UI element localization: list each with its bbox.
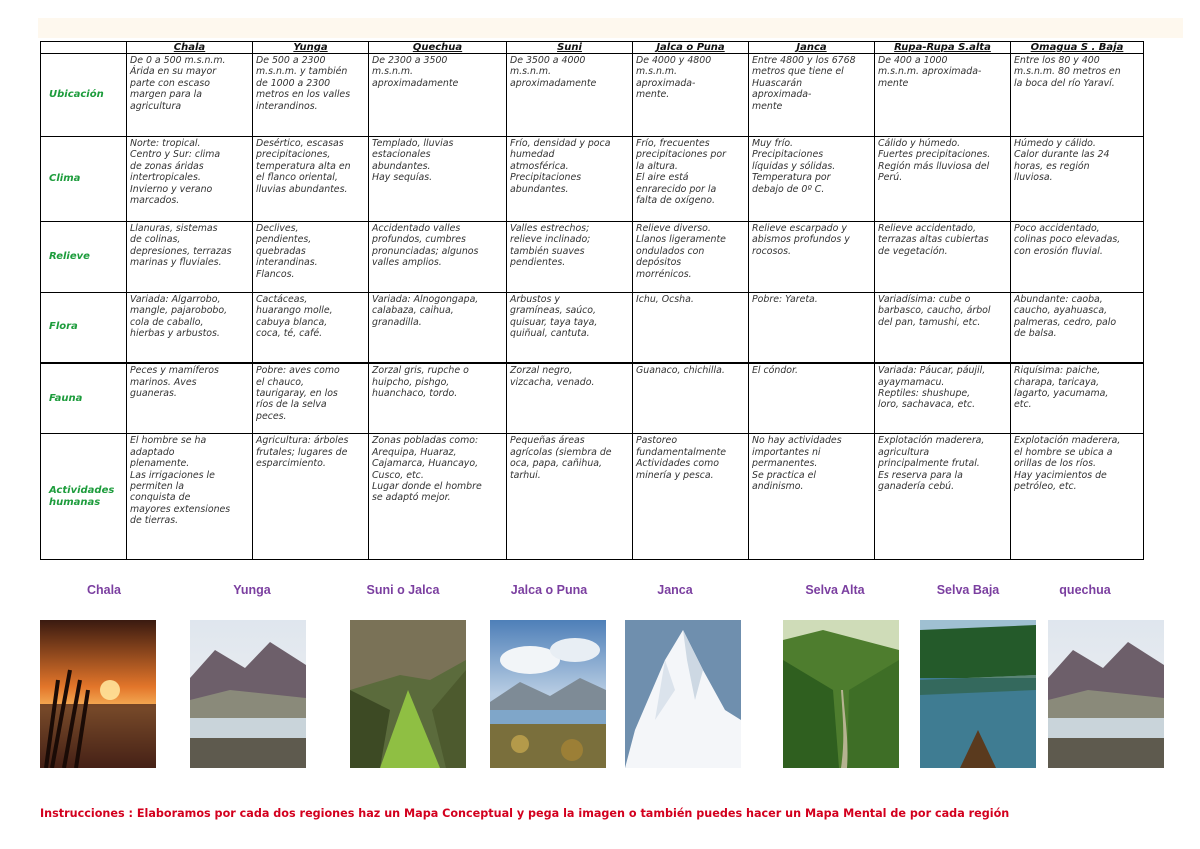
table-cell: Variada: Páucar, páujil, ayaymamacu. Reptiles: shushupe, loro, sachavaca, etc. — [875, 363, 1011, 434]
photo-caption — [348, 580, 458, 600]
landscape-image — [920, 620, 1036, 768]
photo-caption-text: Suni o Jalca — [366, 583, 440, 597]
table-cell: Pequeñas áreas agrícolas (siembra de oca, papa, cañihua, tarhui. — [507, 434, 633, 560]
photo-caption-text: Selva Baja — [936, 583, 1000, 597]
region-photos — [0, 580, 1200, 770]
corner-cell — [41, 42, 127, 54]
table-cell: Zorzal gris, rupche o huipcho, pishgo, huanchaco, tordo. — [369, 363, 507, 434]
table-cell: Variada: Algarrobo, mangle, pajarobobo, cola de caballo, hierbas y arbustos. — [127, 292, 253, 363]
table-cell: Templado, lluvias estacionales abundantes. Hay sequías. — [369, 136, 507, 221]
table-cell: Relieve diverso. Llanos ligeramente ondulados con depósitos morrénicos. — [633, 221, 749, 292]
table-cell: Arbustos y gramíneas, saúco, quisuar, taya taya, quiñual, cantuta. — [507, 292, 633, 363]
photo-caption — [64, 580, 144, 600]
table-cell: Zorzal negro, vizcacha, venado. — [507, 363, 633, 434]
photo-caption-text: Chala — [86, 583, 122, 597]
table-cell: Muy frío. Precipitaciones líquidas y sólidas. Temperatura por debajo de 0º C. — [749, 136, 875, 221]
table-cell: Declives, pendientes, quebradas interandinas. Flancos. — [253, 221, 369, 292]
col-header-jalca-puna: Jalca o Puna — [633, 42, 749, 54]
table-cell: Llanuras, sistemas de colinas, depresiones, terrazas marinas y fluviales. — [127, 221, 253, 292]
col-header-chala: Chala — [127, 42, 253, 54]
landscape-image — [40, 620, 156, 768]
table-cell: Variadísima: cube o barbasco, caucho, árbol del pan, tamushi, etc. — [875, 292, 1011, 363]
table-cell: Relieve escarpado y abismos profundos y rocosos. — [749, 221, 875, 292]
table-cell: No hay actividades importantes ni permanentes. Se practica el andinismo. — [749, 434, 875, 560]
table-cell: El hombre se ha adaptado plenamente. Las irrigaciones le permiten la conquista de mayores extensiones de tierras. — [127, 434, 253, 560]
table-cell: De 500 a 2300 m.s.n.m. y también de 1000 a 2300 metros en los valles interandinos. — [253, 54, 369, 137]
table-cell: De 4000 y 4800 m.s.n.m. aproximada- mente. — [633, 54, 749, 137]
row-header-actividades: Actividades humanas — [41, 434, 127, 560]
header-row — [41, 42, 1144, 54]
table-cell: Poco accidentado, colinas poco elevadas, con erosión fluvial. — [1011, 221, 1144, 292]
photo-caption — [918, 580, 1018, 600]
table-cell: El cóndor. — [749, 363, 875, 434]
table-cell: Agricultura: árboles frutales; lugares de esparcimiento. — [253, 434, 369, 560]
photo-caption — [212, 580, 292, 600]
landscape-image — [783, 620, 899, 768]
photo-caption-text: Yunga — [233, 583, 271, 597]
table-cell: Desértico, escasas precipitaciones, temperatura alta en el flanco oriental, lluvias abundantes. — [253, 136, 369, 221]
landscape-image — [1048, 620, 1164, 768]
instructions-text: Instrucciones : Elaboramos por cada dos regiones haz un Mapa Conceptual y pega la imagen o también puedes hacer un Mapa Mental de por cada región — [40, 807, 1010, 820]
row-header-fauna: Fauna — [41, 363, 127, 434]
table-cell: Cálido y húmedo. Fuertes precipitaciones. Región más lluviosa del Perú. — [875, 136, 1011, 221]
table-cell: Frío, densidad y poca humedad atmosférica. Precipitaciones abundantes. — [507, 136, 633, 221]
table-cell: Pobre: aves como el chauco, taurigaray, en los ríos de la selva peces. — [253, 363, 369, 434]
table-cell: Abundante: caoba, caucho, ayahuasca, palmeras, cedro, palo de balsa. — [1011, 292, 1144, 363]
table-row-flora — [41, 292, 1144, 363]
table-cell: Frío, frecuentes precipitaciones por la altura. El aire está enrarecido por la falta de oxígeno. — [633, 136, 749, 221]
row-header-ubicacion: Ubicación — [41, 54, 127, 137]
landscape-image — [190, 620, 306, 768]
landscape-image — [490, 620, 606, 768]
photo-caption — [494, 580, 604, 600]
table-cell: Explotación maderera, el hombre se ubica a orillas de los ríos. Hay yacimientos de petróleo, etc. — [1011, 434, 1144, 560]
landscape-image — [350, 620, 466, 768]
table-cell: Cactáceas, huarango molle, cabuya blanca, coca, té, café. — [253, 292, 369, 363]
table-cell: De 3500 a 4000 m.s.n.m. aproximadamente — [507, 54, 633, 137]
table-cell: De 2300 a 3500 m.s.n.m. aproximadamente — [369, 54, 507, 137]
table-row-actividades — [41, 434, 1144, 560]
row-header-relieve: Relieve — [41, 221, 127, 292]
row-header-clima: Clima — [41, 136, 127, 221]
row-header-flora: Flora — [41, 292, 127, 363]
col-header-janca: Janca — [749, 42, 875, 54]
table-cell: Entre los 80 y 400 m.s.n.m. 80 metros en la boca del río Yaraví. — [1011, 54, 1144, 137]
col-header-yunga: Yunga — [253, 42, 369, 54]
table-cell: Relieve accidentado, terrazas altas cubiertas de vegetación. — [875, 221, 1011, 292]
landscape-image — [625, 620, 741, 768]
table-cell: De 0 a 500 m.s.n.m. Árida en su mayor parte con escaso margen para la agricultura — [127, 54, 253, 137]
photo-caption-text: quechua — [1059, 583, 1111, 597]
table-row-clima — [41, 136, 1144, 221]
table-cell: Peces y mamíferos marinos. Aves guaneras. — [127, 363, 253, 434]
table-cell: Norte: tropical. Centro y Sur: clima de zonas áridas intertropicales. Invierno y verano marcados. — [127, 136, 253, 221]
photo-caption — [790, 580, 880, 600]
table-row-ubicacion — [41, 54, 1144, 137]
col-header-quechua: Quechua — [369, 42, 507, 54]
photo-caption-text: Jalca o Puna — [510, 583, 588, 597]
table-cell: Variada: Alnogongapa, calabaza, caihua, granadilla. — [369, 292, 507, 363]
table-cell: Zonas pobladas como: Arequipa, Huaraz, Cajamarca, Huancayo, Cusco, etc. Lugar donde el hombre se adaptó mejor. — [369, 434, 507, 560]
photo-caption-text: Janca — [657, 583, 693, 597]
table-cell: Valles estrechos; relieve inclinado; también suaves pendientes. — [507, 221, 633, 292]
table-row-relieve — [41, 221, 1144, 292]
table-cell: Guanaco, chichilla. — [633, 363, 749, 434]
photo-caption — [1040, 580, 1130, 600]
table-cell: Riquísima: paiche, charapa, taricaya, lagarto, yacumama, etc. — [1011, 363, 1144, 434]
table-cell: De 400 a 1000 m.s.n.m. aproximada- mente — [875, 54, 1011, 137]
table-cell: Explotación maderera, agricultura principalmente frutal. Es reserva para la ganadería cebú. — [875, 434, 1011, 560]
col-header-rupa-rupa: Rupa-Rupa S.alta — [875, 42, 1011, 54]
table-cell: Pobre: Yareta. — [749, 292, 875, 363]
table-cell: Pastoreo fundamentalmente Actividades como minería y pesca. — [633, 434, 749, 560]
table-row-fauna — [41, 363, 1144, 434]
col-header-suni: Suni — [507, 42, 633, 54]
table-cell: Ichu, Ocsha. — [633, 292, 749, 363]
table-cell: Entre 4800 y los 6768 metros que tiene el Huascarán aproximada- mente — [749, 54, 875, 137]
photo-caption-text: Selva Alta — [805, 583, 865, 597]
regions-table — [40, 41, 1144, 560]
photo-caption — [620, 580, 730, 600]
col-header-omagua: Omagua S . Baja — [1011, 42, 1144, 54]
table-cell: Húmedo y cálido. Calor durante las 24 horas, es región lluviosa. — [1011, 136, 1144, 221]
table-cell: Accidentado valles profundos, cumbres pronunciadas; algunos valles amplios. — [369, 221, 507, 292]
header-band — [38, 18, 1183, 38]
